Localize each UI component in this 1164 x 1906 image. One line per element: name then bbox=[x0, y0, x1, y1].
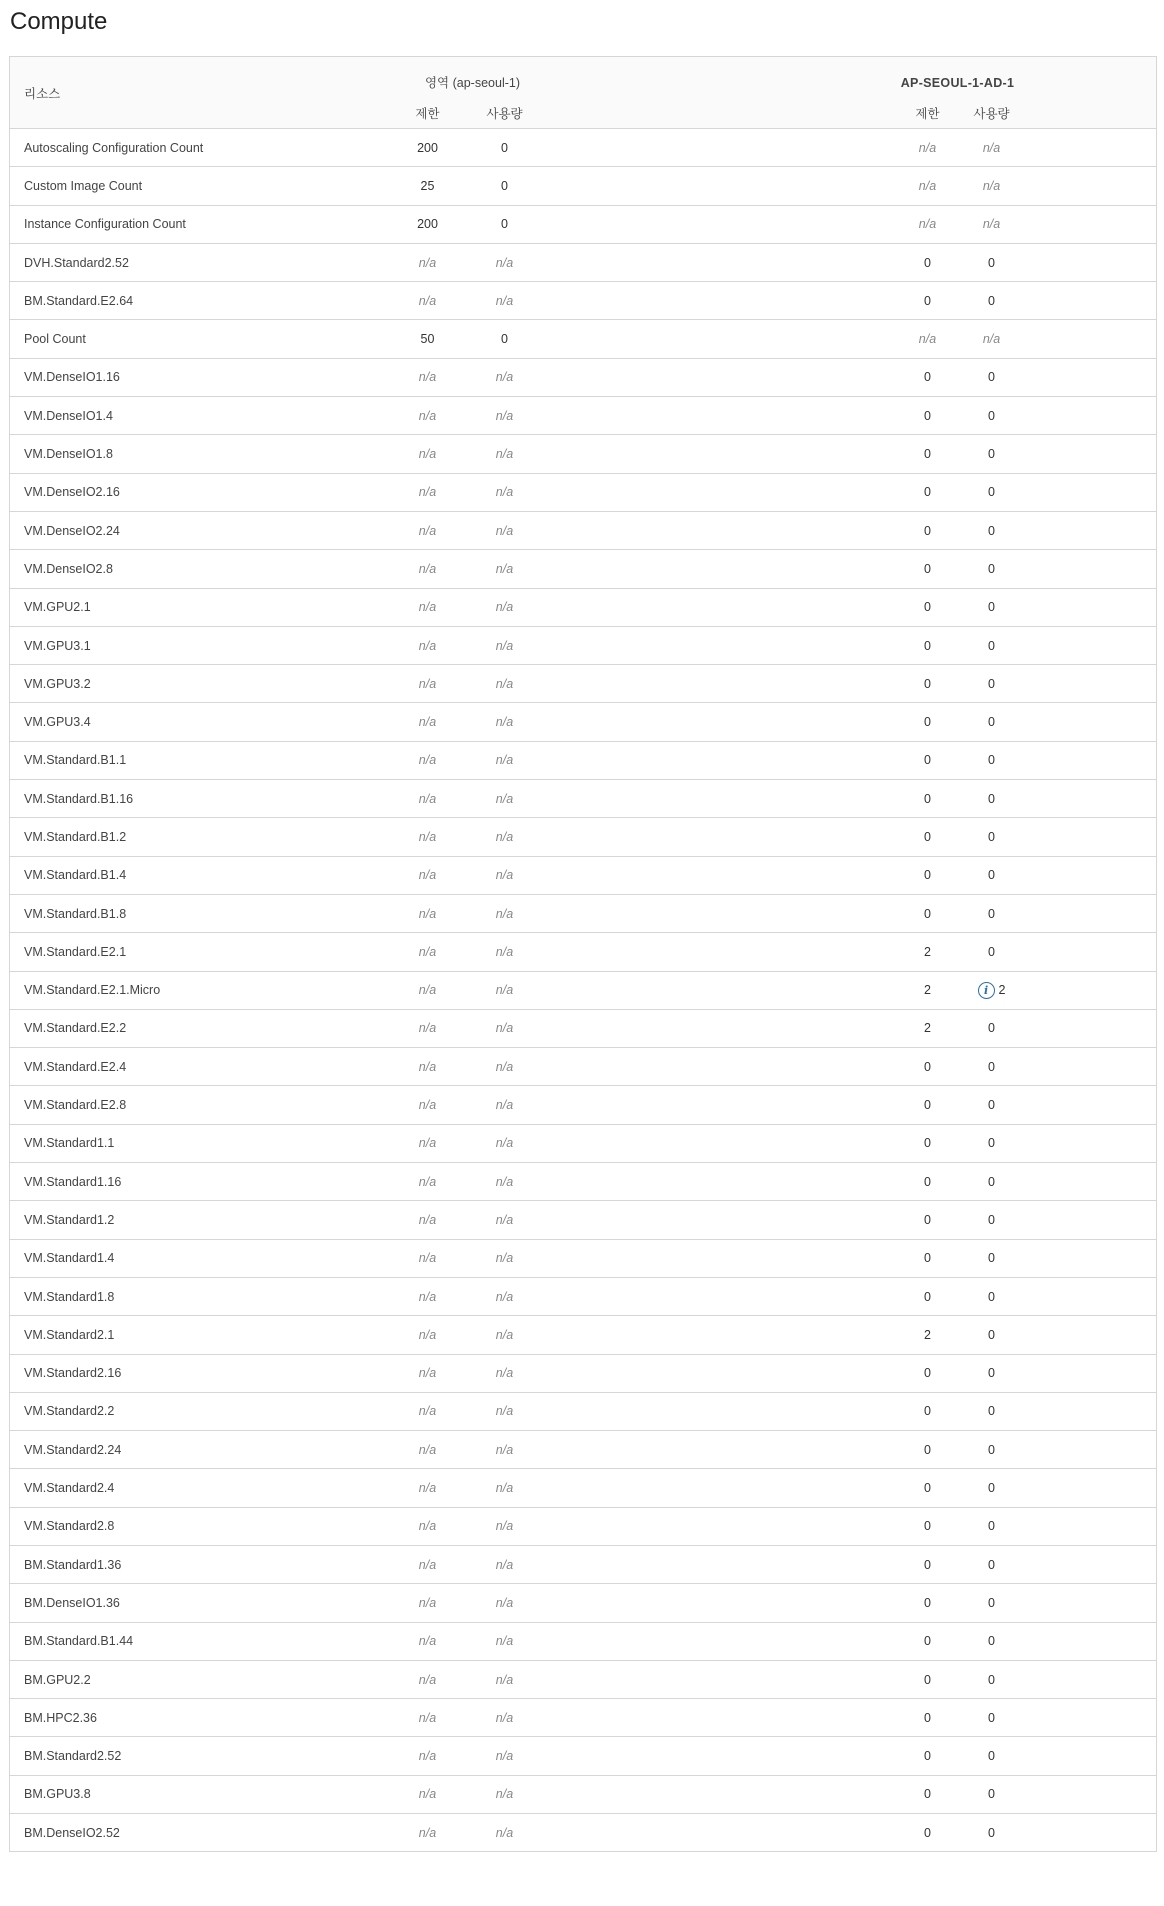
ad-usage-value: 0 bbox=[962, 856, 1022, 894]
region-usage-value: n/a bbox=[470, 856, 540, 894]
region-limit-value: n/a bbox=[406, 435, 450, 473]
resource-name: BM.DenseIO2.52 bbox=[24, 1825, 120, 1840]
table-row bbox=[10, 588, 1157, 626]
region-limit-value: n/a bbox=[406, 626, 450, 664]
region-usage-value: n/a bbox=[470, 358, 540, 396]
region-limit-value: n/a bbox=[406, 703, 450, 741]
resource-name: VM.GPU3.2 bbox=[10, 665, 406, 703]
table-row bbox=[10, 550, 1157, 588]
resource-name: VM.Standard.E2.8 bbox=[10, 1086, 406, 1124]
region-limit-value: n/a bbox=[406, 1660, 450, 1698]
region-usage-value: n/a bbox=[470, 1737, 540, 1775]
region-usage-value: n/a bbox=[470, 1048, 540, 1086]
ad-usage-value: 0 bbox=[962, 511, 1022, 549]
table-row bbox=[10, 818, 1157, 856]
region-limit-value: n/a bbox=[406, 856, 450, 894]
ad-limit-value: 0 bbox=[894, 358, 962, 396]
region-limit-value: n/a bbox=[406, 473, 450, 511]
table-row bbox=[10, 703, 1157, 741]
region-limit-value: n/a bbox=[406, 511, 450, 549]
region-usage-value: n/a bbox=[470, 511, 540, 549]
ad-limit-value: 0 bbox=[924, 1825, 931, 1840]
ad-limit-value: 0 bbox=[894, 1775, 962, 1813]
region-limit-value: n/a bbox=[406, 1584, 450, 1622]
resource-name: VM.GPU3.4 bbox=[10, 703, 406, 741]
region-usage-value: n/a bbox=[470, 1277, 540, 1315]
region-limit-value: n/a bbox=[406, 1009, 450, 1047]
ad-limit-value: 0 bbox=[894, 243, 962, 281]
table-row bbox=[10, 243, 1157, 281]
resource-name: BM.Standard.B1.44 bbox=[10, 1622, 406, 1660]
resource-name: VM.GPU2.1 bbox=[10, 588, 406, 626]
table-row bbox=[10, 1009, 1157, 1047]
table-row bbox=[10, 1699, 1157, 1737]
ad-usage-value: 0 bbox=[962, 1660, 1022, 1698]
table-row bbox=[10, 1469, 1157, 1507]
region-limit-value: 25 bbox=[406, 167, 450, 205]
region-limit-value: n/a bbox=[406, 1316, 450, 1354]
ad-limit-value: 2 bbox=[894, 971, 962, 1009]
availability-domain-header: AP-SEOUL-1-AD-1 bbox=[894, 57, 1022, 99]
region-usage-value: n/a bbox=[470, 1392, 540, 1430]
resource-name: VM.DenseIO2.16 bbox=[10, 473, 406, 511]
ad-usage-value: 0 bbox=[962, 1124, 1022, 1162]
resource-name: VM.Standard.B1.4 bbox=[10, 856, 406, 894]
region-usage-value: n/a bbox=[495, 1825, 514, 1840]
ad-limit-value: 0 bbox=[894, 550, 962, 588]
table-row bbox=[10, 856, 1157, 894]
ad-usage-value: 0 bbox=[962, 1086, 1022, 1124]
ad-usage-value: 0 bbox=[962, 1392, 1022, 1430]
region-limit-header: 제한 bbox=[406, 99, 450, 129]
ad-usage-value: n/a bbox=[962, 167, 1022, 205]
ad-usage-value: 0 bbox=[962, 665, 1022, 703]
table-row bbox=[10, 1431, 1157, 1469]
resource-name: BM.HPC2.36 bbox=[10, 1699, 406, 1737]
resource-name: VM.Standard1.4 bbox=[10, 1239, 406, 1277]
ad-limit-value: 0 bbox=[894, 435, 962, 473]
region-usage-value: 0 bbox=[470, 167, 540, 205]
ad-usage-value: 0 bbox=[962, 1507, 1022, 1545]
ad-limit-value: 0 bbox=[894, 282, 962, 320]
region-limit-value: n/a bbox=[406, 1507, 450, 1545]
region-limit-value: n/a bbox=[406, 397, 450, 435]
region-limit-value: n/a bbox=[406, 1086, 450, 1124]
ad-usage-value: 0 bbox=[962, 1469, 1022, 1507]
region-limit-value: n/a bbox=[406, 550, 450, 588]
region-usage-value: n/a bbox=[470, 473, 540, 511]
table-row bbox=[10, 320, 1157, 358]
ad-limit-value: 0 bbox=[894, 703, 962, 741]
ad-limit-value: 0 bbox=[894, 856, 962, 894]
table-row bbox=[10, 1660, 1157, 1698]
resource-name: VM.Standard.E2.1.Micro bbox=[10, 971, 406, 1009]
region-limit-value: n/a bbox=[406, 1431, 450, 1469]
ad-usage-value: 0 bbox=[962, 1775, 1022, 1813]
ad-usage-value: 0 bbox=[988, 1825, 995, 1840]
ad-usage-value: 0 bbox=[962, 1316, 1022, 1354]
ad-limit-value: 0 bbox=[894, 473, 962, 511]
ad-usage-value bbox=[962, 971, 1022, 1009]
region-limit-value: n/a bbox=[406, 1545, 450, 1583]
table-row bbox=[10, 665, 1157, 703]
region-usage-value: n/a bbox=[470, 894, 540, 932]
region-limit-value: n/a bbox=[406, 1201, 450, 1239]
resource-name: BM.Standard.E2.64 bbox=[10, 282, 406, 320]
table-row bbox=[10, 1507, 1157, 1545]
ad-usage-value: 0 bbox=[962, 1699, 1022, 1737]
region-limit-value: n/a bbox=[406, 1699, 450, 1737]
ad-usage-value: 0 bbox=[962, 703, 1022, 741]
table-row bbox=[10, 780, 1157, 818]
table-row bbox=[10, 626, 1157, 664]
table-row bbox=[10, 894, 1157, 932]
resource-name: BM.Standard1.36 bbox=[10, 1545, 406, 1583]
region-limit-value: n/a bbox=[406, 1277, 450, 1315]
resource-name: VM.Standard2.4 bbox=[10, 1469, 406, 1507]
ad-usage-value: n/a bbox=[962, 320, 1022, 358]
table-row bbox=[10, 167, 1157, 205]
region-usage-value: n/a bbox=[470, 626, 540, 664]
ad-limit-value: 0 bbox=[894, 1622, 962, 1660]
region-usage-header: 사용량 bbox=[470, 99, 540, 129]
ad-limit-value: 0 bbox=[894, 1277, 962, 1315]
ad-limit-value: n/a bbox=[894, 205, 962, 243]
ad-usage-header: 사용량 bbox=[962, 99, 1022, 129]
resource-name: VM.Standard.B1.1 bbox=[10, 741, 406, 779]
table-row bbox=[10, 1048, 1157, 1086]
ad-usage-value: 0 bbox=[962, 1277, 1022, 1315]
ad-usage-value: n/a bbox=[962, 205, 1022, 243]
table-row bbox=[10, 1354, 1157, 1392]
ad-usage-value: 0 bbox=[962, 1201, 1022, 1239]
ad-limit-value: 0 bbox=[894, 1086, 962, 1124]
ad-limit-value: 0 bbox=[894, 1201, 962, 1239]
table-row bbox=[10, 1814, 1157, 1852]
ad-limit-value: n/a bbox=[894, 129, 962, 167]
ad-limit-value: 0 bbox=[894, 1737, 962, 1775]
region-usage-value: 0 bbox=[470, 205, 540, 243]
table-row bbox=[10, 358, 1157, 396]
region-usage-value: n/a bbox=[470, 780, 540, 818]
resource-name: VM.Standard.B1.8 bbox=[10, 894, 406, 932]
page-title: Compute bbox=[10, 8, 108, 35]
region-usage-value: n/a bbox=[470, 933, 540, 971]
resource-name: VM.Standard.E2.1 bbox=[10, 933, 406, 971]
ad-usage-value: 0 bbox=[962, 1737, 1022, 1775]
resource-name: VM.Standard2.2 bbox=[10, 1392, 406, 1430]
ad-usage-value: 0 bbox=[962, 588, 1022, 626]
ad-limit-value: 0 bbox=[894, 397, 962, 435]
region-usage-value: n/a bbox=[470, 665, 540, 703]
region-limit-value: n/a bbox=[406, 1239, 450, 1277]
region-usage-value: n/a bbox=[470, 588, 540, 626]
region-limit-value: n/a bbox=[406, 1392, 450, 1430]
region-limit-value: n/a bbox=[406, 358, 450, 396]
table-row bbox=[10, 1316, 1157, 1354]
region-usage-value: n/a bbox=[470, 1545, 540, 1583]
table-row bbox=[10, 1545, 1157, 1583]
ad-limit-value: 0 bbox=[894, 1699, 962, 1737]
region-limit-value: 50 bbox=[406, 320, 450, 358]
ad-usage-value: 0 bbox=[962, 358, 1022, 396]
resource-name: BM.DenseIO1.36 bbox=[10, 1584, 406, 1622]
ad-usage-value: 0 bbox=[962, 282, 1022, 320]
region-limit-value: n/a bbox=[406, 780, 450, 818]
resource-name: Custom Image Count bbox=[10, 167, 406, 205]
ad-usage-value: 0 bbox=[962, 1009, 1022, 1047]
ad-limit-value: 0 bbox=[894, 588, 962, 626]
region-usage-value: n/a bbox=[470, 1009, 540, 1047]
service-limits-table bbox=[9, 56, 1157, 1852]
resource-name: VM.Standard2.16 bbox=[10, 1354, 406, 1392]
table-row bbox=[10, 1584, 1157, 1622]
ad-usage-value: 0 bbox=[962, 933, 1022, 971]
region-usage-value: n/a bbox=[470, 971, 540, 1009]
region-usage-value: n/a bbox=[470, 741, 540, 779]
ad-limit-value: n/a bbox=[894, 167, 962, 205]
ad-usage-value: 0 bbox=[962, 1048, 1022, 1086]
ad-limit-value: 0 bbox=[894, 1545, 962, 1583]
ad-usage-value: 0 bbox=[962, 550, 1022, 588]
region-usage-value: n/a bbox=[470, 818, 540, 856]
ad-usage-value: n/a bbox=[962, 129, 1022, 167]
resource-name: VM.DenseIO1.16 bbox=[10, 358, 406, 396]
resource-name: VM.Standard.B1.16 bbox=[10, 780, 406, 818]
table-row bbox=[10, 282, 1157, 320]
resource-name: VM.Standard2.24 bbox=[10, 1431, 406, 1469]
region-limit-value: n/a bbox=[406, 1163, 450, 1201]
table-body bbox=[10, 129, 1157, 1852]
resource-name: BM.Standard2.52 bbox=[10, 1737, 406, 1775]
region-usage-value: n/a bbox=[470, 397, 540, 435]
ad-usage-value: 0 bbox=[962, 1584, 1022, 1622]
table-row bbox=[10, 1239, 1157, 1277]
ad-limit-value: 0 bbox=[894, 1660, 962, 1698]
region-usage-value: n/a bbox=[470, 1431, 540, 1469]
resource-name: VM.Standard.E2.2 bbox=[10, 1009, 406, 1047]
region-limit-value: n/a bbox=[406, 282, 450, 320]
ad-limit-value: 0 bbox=[894, 665, 962, 703]
ad-usage-value: 0 bbox=[962, 741, 1022, 779]
region-limit-value: n/a bbox=[406, 588, 450, 626]
table-row bbox=[10, 741, 1157, 779]
info-icon[interactable]: i bbox=[978, 982, 995, 999]
ad-usage-value: 0 bbox=[962, 397, 1022, 435]
region-usage-value: 0 bbox=[470, 320, 540, 358]
ad-usage-value: 0 bbox=[962, 1354, 1022, 1392]
resource-name: VM.DenseIO2.8 bbox=[10, 550, 406, 588]
region-limit-value: n/a bbox=[406, 1354, 450, 1392]
ad-usage-value: 0 bbox=[962, 1239, 1022, 1277]
resource-name: VM.GPU3.1 bbox=[10, 626, 406, 664]
resource-name: VM.Standard.B1.2 bbox=[10, 818, 406, 856]
ad-limit-value: 0 bbox=[894, 1392, 962, 1430]
table-row bbox=[10, 435, 1157, 473]
region-limit-value: n/a bbox=[406, 818, 450, 856]
region-usage-value: n/a bbox=[470, 1316, 540, 1354]
table-row bbox=[10, 397, 1157, 435]
region-limit-value: n/a bbox=[406, 1469, 450, 1507]
region-usage-value: 0 bbox=[470, 129, 540, 167]
ad-limit-value: 0 bbox=[894, 1507, 962, 1545]
region-limit-value: n/a bbox=[406, 1775, 450, 1813]
ad-limit-value: 0 bbox=[894, 818, 962, 856]
table-row bbox=[10, 473, 1157, 511]
resource-name: VM.DenseIO2.24 bbox=[10, 511, 406, 549]
table-row bbox=[10, 1775, 1157, 1813]
resource-name: VM.Standard.E2.4 bbox=[10, 1048, 406, 1086]
table-row bbox=[10, 1163, 1157, 1201]
resource-column-header: 리소스 bbox=[10, 57, 406, 129]
ad-limit-value: 0 bbox=[894, 741, 962, 779]
resource-name: BM.GPU3.8 bbox=[10, 1775, 406, 1813]
table-row bbox=[10, 1737, 1157, 1775]
region-usage-value: n/a bbox=[470, 282, 540, 320]
region-limit-value: n/a bbox=[406, 741, 450, 779]
table-row bbox=[10, 511, 1157, 549]
region-limit-value: n/a bbox=[406, 933, 450, 971]
region-usage-value: n/a bbox=[470, 1622, 540, 1660]
ad-limit-value: 0 bbox=[894, 1048, 962, 1086]
ad-usage-value: 0 bbox=[962, 626, 1022, 664]
region-limit-value: n/a bbox=[406, 894, 450, 932]
region-usage-value: n/a bbox=[470, 243, 540, 281]
region-usage-value: n/a bbox=[470, 1699, 540, 1737]
resource-name: Pool Count bbox=[10, 320, 406, 358]
ad-usage-value: 0 bbox=[962, 473, 1022, 511]
table-row bbox=[10, 1277, 1157, 1315]
resource-name: DVH.Standard2.52 bbox=[10, 243, 406, 281]
table-row bbox=[10, 933, 1157, 971]
resource-name: VM.DenseIO1.8 bbox=[10, 435, 406, 473]
region-usage-value: n/a bbox=[470, 1239, 540, 1277]
table-row bbox=[10, 971, 1157, 1009]
region-limit-value: 200 bbox=[406, 129, 450, 167]
ad-limit-value: 0 bbox=[894, 1124, 962, 1162]
region-usage-value: n/a bbox=[470, 1775, 540, 1813]
region-usage-value: n/a bbox=[470, 1354, 540, 1392]
ad-limit-value: 0 bbox=[894, 894, 962, 932]
resource-name: VM.Standard1.2 bbox=[10, 1201, 406, 1239]
resource-name: Autoscaling Configuration Count bbox=[10, 129, 406, 167]
ad-limit-value: n/a bbox=[894, 320, 962, 358]
ad-limit-value: 0 bbox=[894, 1354, 962, 1392]
region-usage-value: n/a bbox=[470, 1584, 540, 1622]
region-usage-value: n/a bbox=[470, 1201, 540, 1239]
region-column-header: 영역 (ap-seoul-1) bbox=[406, 57, 540, 99]
region-usage-value: n/a bbox=[470, 1507, 540, 1545]
ad-usage-value: 0 bbox=[962, 1545, 1022, 1583]
ad-usage-value: 0 bbox=[962, 435, 1022, 473]
resource-name: BM.GPU2.2 bbox=[10, 1660, 406, 1698]
ad-usage-number: 2 bbox=[998, 983, 1006, 998]
region-usage-value: n/a bbox=[470, 435, 540, 473]
resource-name: VM.Standard2.1 bbox=[10, 1316, 406, 1354]
region-usage-value: n/a bbox=[470, 1469, 540, 1507]
table-row bbox=[10, 129, 1157, 167]
region-usage-value: n/a bbox=[470, 1124, 540, 1162]
ad-usage-value: 0 bbox=[962, 894, 1022, 932]
region-usage-value: n/a bbox=[470, 1163, 540, 1201]
table-row bbox=[10, 205, 1157, 243]
ad-usage-value: 0 bbox=[962, 1622, 1022, 1660]
ad-usage-value: 0 bbox=[962, 818, 1022, 856]
resource-name: VM.Standard2.8 bbox=[10, 1507, 406, 1545]
ad-limit-value: 2 bbox=[894, 1009, 962, 1047]
ad-limit-value: 2 bbox=[894, 933, 962, 971]
ad-limit-value: 2 bbox=[894, 1316, 962, 1354]
table-row bbox=[10, 1622, 1157, 1660]
region-limit-value: n/a bbox=[406, 1048, 450, 1086]
region-limit-value: n/a bbox=[406, 243, 450, 281]
ad-usage-value: 0 bbox=[962, 780, 1022, 818]
resource-name: Instance Configuration Count bbox=[10, 205, 406, 243]
ad-limit-value: 0 bbox=[894, 1239, 962, 1277]
ad-limit-value: 0 bbox=[894, 511, 962, 549]
region-limit-value: n/a bbox=[406, 971, 450, 1009]
region-limit-value: 200 bbox=[406, 205, 450, 243]
ad-usage-value: 0 bbox=[962, 1163, 1022, 1201]
region-limit-value: n/a bbox=[418, 1825, 437, 1840]
ad-usage-value: 0 bbox=[962, 1431, 1022, 1469]
region-usage-value: n/a bbox=[470, 1086, 540, 1124]
resource-name: VM.Standard1.1 bbox=[10, 1124, 406, 1162]
table-row bbox=[10, 1392, 1157, 1430]
ad-usage-value: 0 bbox=[962, 243, 1022, 281]
table-row bbox=[10, 1086, 1157, 1124]
resource-name: VM.Standard1.8 bbox=[10, 1277, 406, 1315]
ad-limit-value: 0 bbox=[894, 626, 962, 664]
ad-limit-header: 제한 bbox=[894, 99, 962, 129]
resource-name: VM.DenseIO1.4 bbox=[10, 397, 406, 435]
region-limit-value: n/a bbox=[406, 665, 450, 703]
region-limit-value: n/a bbox=[406, 1622, 450, 1660]
table-row bbox=[10, 1124, 1157, 1162]
ad-limit-value: 0 bbox=[894, 1584, 962, 1622]
ad-limit-value: 0 bbox=[894, 1469, 962, 1507]
table-header bbox=[10, 57, 1157, 129]
region-usage-value: n/a bbox=[470, 703, 540, 741]
region-usage-value: n/a bbox=[470, 550, 540, 588]
table-row bbox=[10, 1201, 1157, 1239]
region-limit-value: n/a bbox=[406, 1124, 450, 1162]
ad-limit-value: 0 bbox=[894, 780, 962, 818]
ad-limit-value: 0 bbox=[894, 1163, 962, 1201]
region-limit-value: n/a bbox=[406, 1737, 450, 1775]
region-usage-value: n/a bbox=[470, 1660, 540, 1698]
ad-limit-value: 0 bbox=[894, 1431, 962, 1469]
resource-name: VM.Standard1.16 bbox=[10, 1163, 406, 1201]
